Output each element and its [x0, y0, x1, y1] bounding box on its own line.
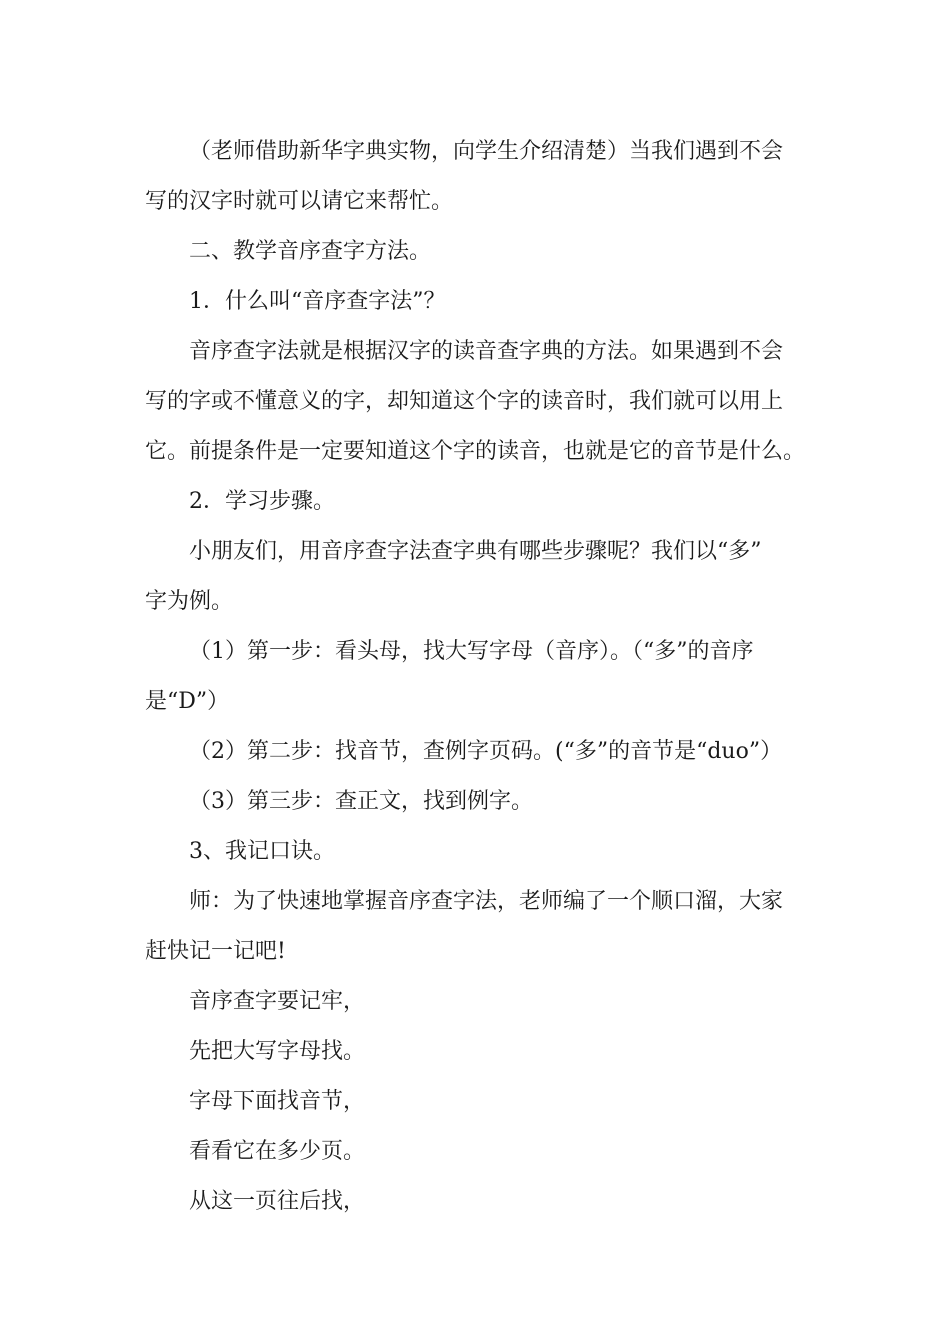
document-body: [145, 127, 810, 1227]
paragraph: [145, 527, 810, 627]
subsection-heading: [145, 477, 810, 527]
paragraph: [145, 127, 810, 227]
text-line: 2．学习步骤。: [189, 489, 335, 514]
rhyme-line: [145, 977, 810, 1027]
text-line: （1）第一步：看头母，找大写字母（音序）。（“多”的音序: [189, 639, 754, 664]
text-line: 字为例。: [145, 589, 234, 614]
step-item: [145, 627, 810, 727]
section-heading: [145, 227, 810, 277]
text-line: 二、教学音序查字方法。: [189, 239, 432, 264]
text-line: 3、我记口诀。: [189, 839, 335, 864]
subsection-heading: [145, 277, 810, 327]
rhyme-line: [145, 1177, 810, 1227]
text-line: （3）第三步：查正文，找到例字。: [189, 789, 533, 814]
text-line: 写的汉字时就可以请它来帮忙。: [145, 189, 454, 214]
text-line: （2）第二步：找音节，查例字页码。(“多”的音节是“duo”）: [189, 739, 783, 764]
text-line: 小朋友们，用音序查字法查字典有哪些步骤呢？我们以“多”: [189, 539, 762, 564]
paragraph: [145, 877, 810, 977]
text-line: 师：为了快速地掌握音序查字法，老师编了一个顺口溜，大家: [189, 889, 784, 914]
rhyme-line: [145, 1127, 810, 1177]
text-line: 音序查字要记牢，: [189, 989, 366, 1014]
text-line: 从这一页往后找，: [189, 1189, 366, 1214]
text-line: 1．什么叫“音序查字法”？: [189, 289, 446, 314]
text-line: （老师借助新华字典实物，向学生介绍清楚）当我们遇到不会: [189, 139, 784, 164]
text-line: 赶快记一记吧!: [145, 939, 286, 964]
text-line: 字母下面找音节，: [189, 1089, 366, 1114]
text-line: 是“D”）: [145, 689, 230, 714]
subsection-heading: [145, 827, 810, 877]
text-line: 写的字或不懂意义的字，却知道这个字的读音时，我们就可以用上: [145, 389, 784, 414]
rhyme-line: [145, 1027, 810, 1077]
step-item: [145, 727, 810, 777]
text-line: 先把大写字母找。: [189, 1039, 366, 1064]
rhyme-line: [145, 1077, 810, 1127]
step-item: [145, 777, 810, 827]
text-line: 看看它在多少页。: [189, 1139, 366, 1164]
text-line: 音序查字法就是根据汉字的读音查字典的方法。如果遇到不会: [189, 339, 784, 364]
text-line: 它。前提条件是一定要知道这个字的读音，也就是它的音节是什么。: [145, 439, 806, 464]
paragraph: [145, 327, 810, 477]
